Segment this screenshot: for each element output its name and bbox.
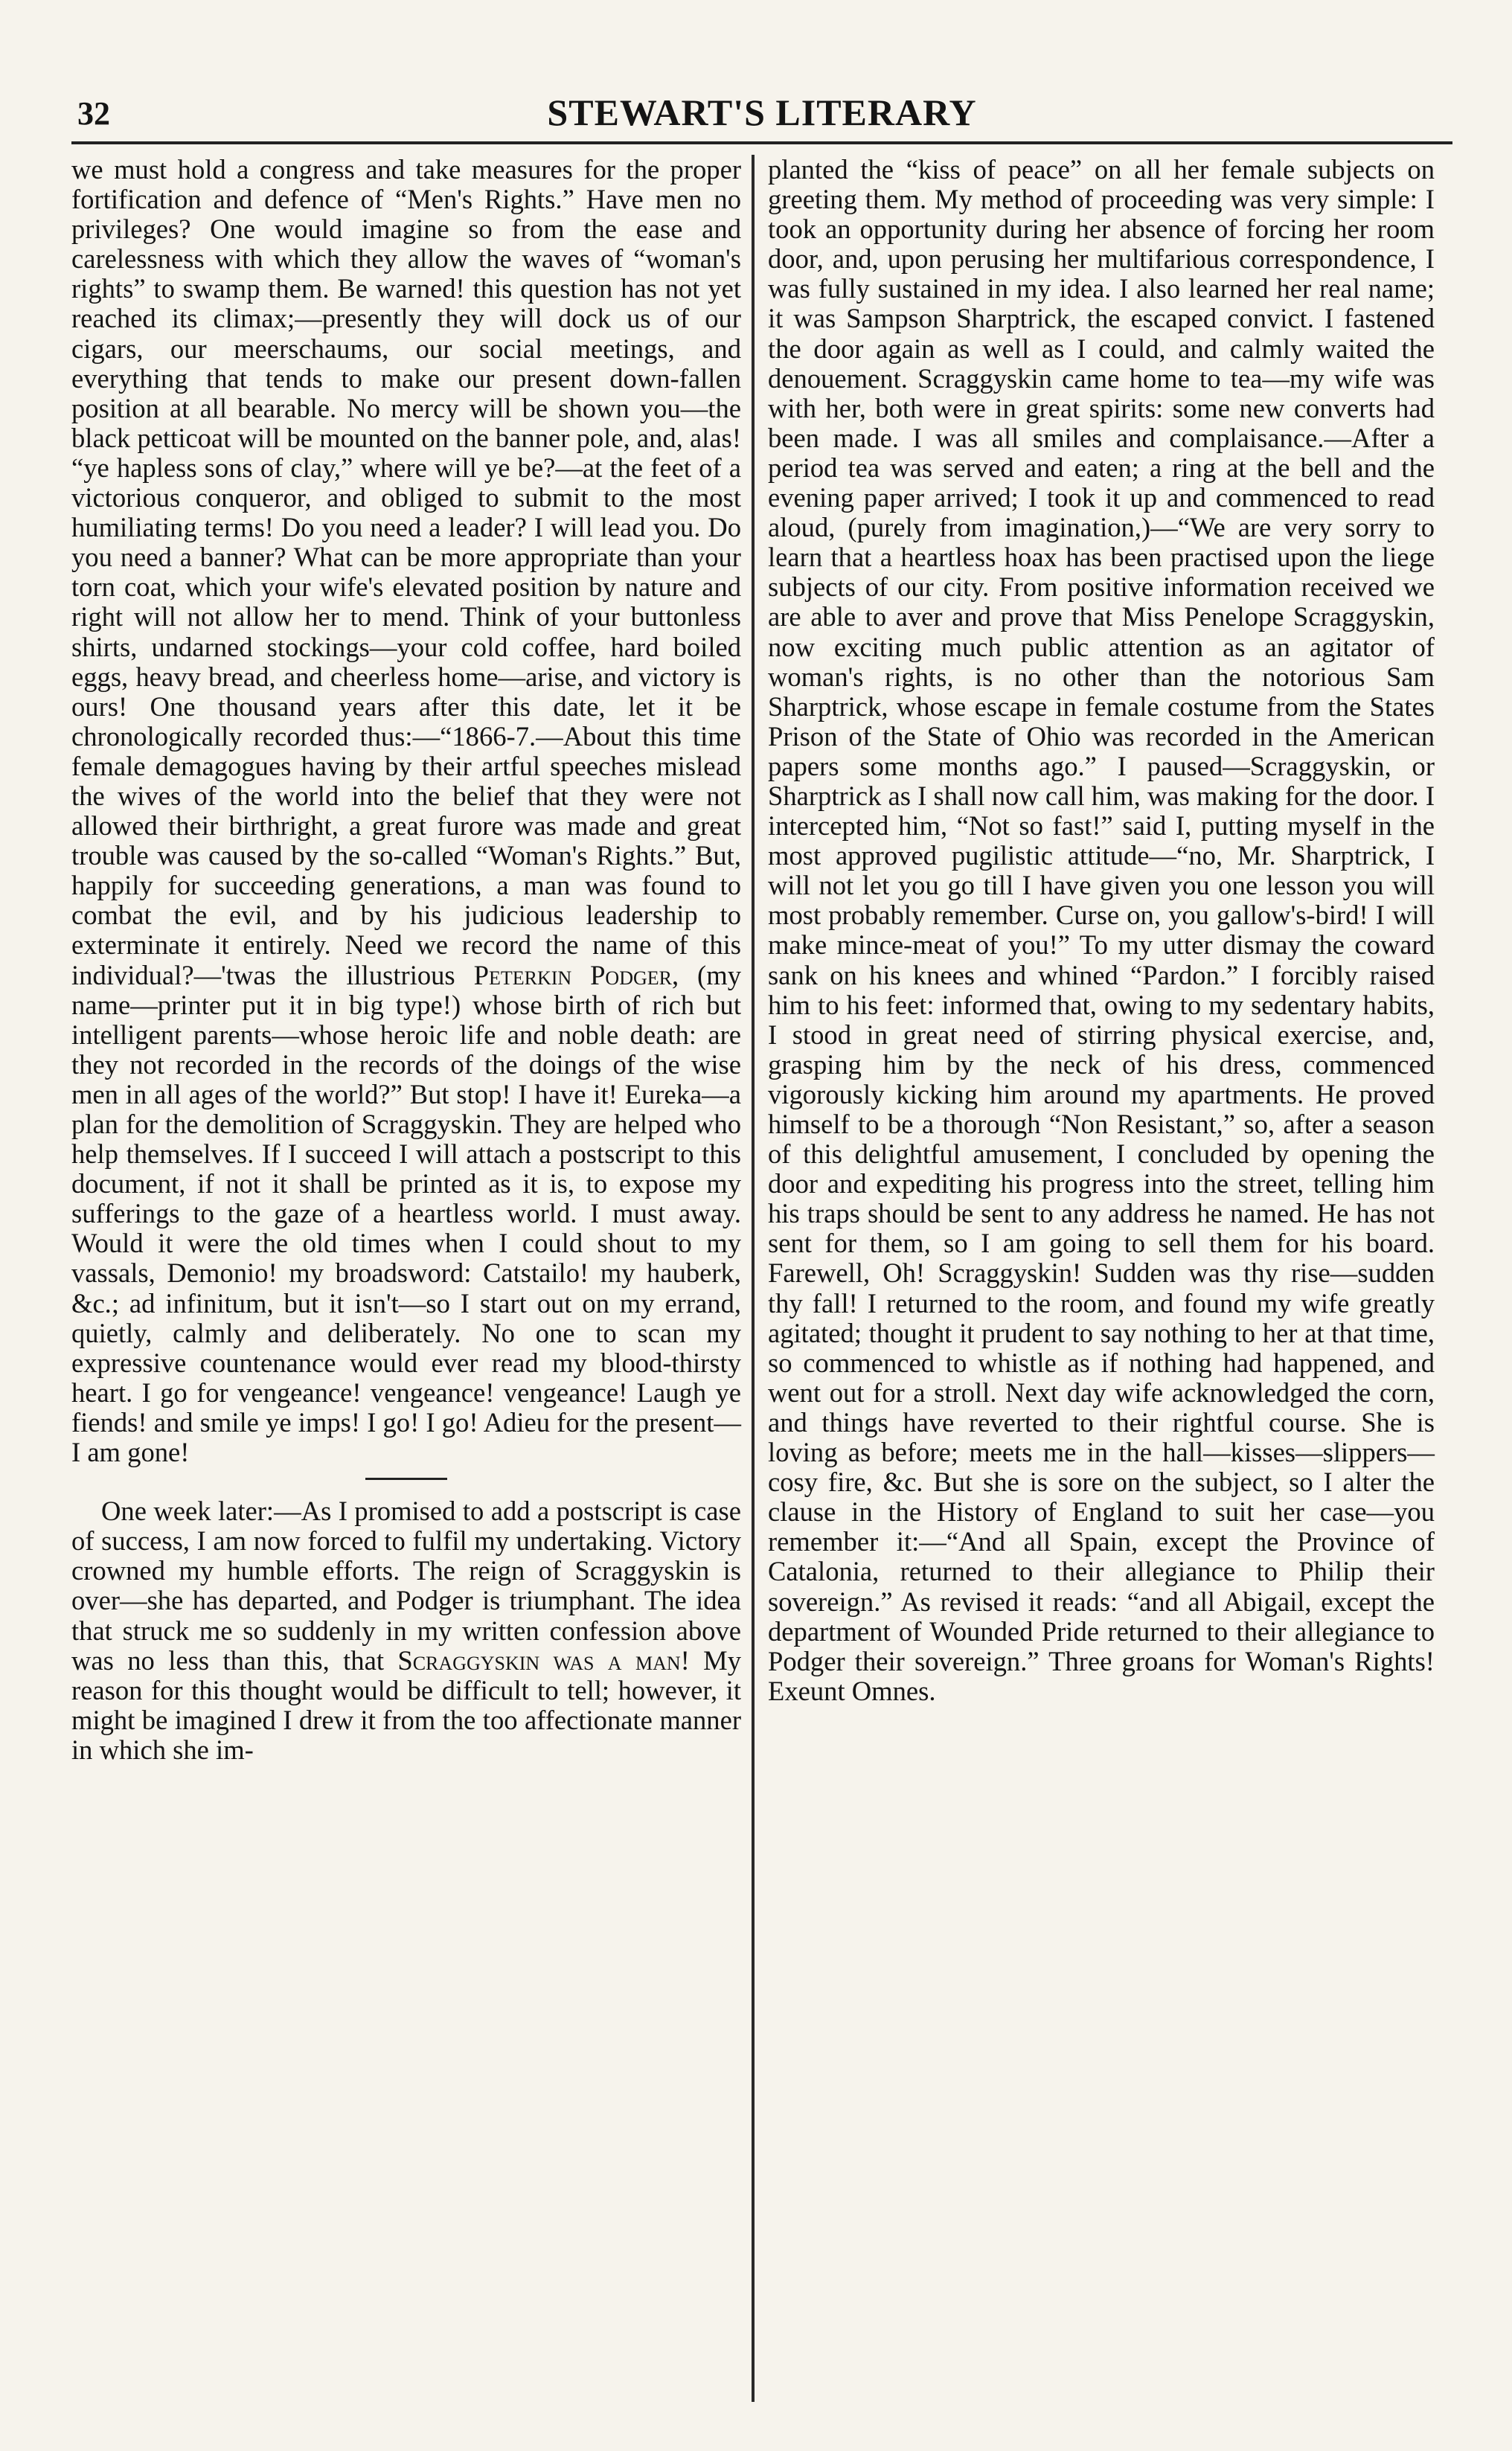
page-number: 32 xyxy=(77,95,110,132)
paragraph-manifesto xyxy=(71,155,741,1467)
right-column xyxy=(755,155,1435,2402)
running-title: STEWART'S LITERARY xyxy=(547,92,977,133)
manifesto-text-b: , (my name—printer put it in big type!) whose birth of rich but intelligent parents—whose heroic life and noble death: are they not recorded in the records of the doings of the wise men in all ages of the world?” But stop! I have it! Eureka—a plan for the demolition of Scraggyskin. They are helped who help themselves. If I succeed I will attach a postscript to this document, if not it shall be printed as it is, to expose my sufferings to the gaze of a heartless world. I must away. Would it were the old times when I could shout to my vassals, Demonio! my broadsword: Catstailo! my hauberk, &c.; ad infinitum, but it isn't—so I start out on my errand, quietly, calmly and deliberately. No one to scan my expressive countenance would ever read my blood-thirsty heart. I go for vengeance! vengeance! vengeance! Laugh ye fiends! and smile ye imps! I go! I go! Adieu for the present—I am gone! xyxy=(71,959,742,1468)
postscript-text-a: One week later:—As I promised to add a postscript is case of success, I am now forced to fulfil my undertaking. Victory crowned my humble efforts. The reign of Scraggyskin is over—she has departed, and Podger is triumphant. The idea that struck me so suddenly in my written confession above was no less than this, that xyxy=(71,1496,741,1676)
text-columns xyxy=(71,155,1452,2402)
page-header xyxy=(71,80,1452,144)
left-column xyxy=(71,155,752,2402)
revelation-phrase: Scraggyskin was a man xyxy=(397,1644,681,1676)
paragraph-continuation: planted the “kiss of peace” on all her female subjects on greeting them. My method of proceeding was very simple: I took an opportunity during her absence of forcing her room door, and, upon perusing her multifarious correspondence, I was fully sustained in my idea. I also learned her real name; it was Sampson Sharptrick, the escaped convict. I fastened the door again as well as I could, and calmly waited the denouement. Scraggyskin came home to tea—my wife was with her, both were in great spirits: some new converts had been made. I was all smiles and complaisance.—After a period tea was served and eaten; a ring at the bell and the evening paper arrived; I took it up and commenced to read aloud, (purely from imagination,)—“We are very sorry to learn that a heartless hoax has been practised upon the liege subjects of our city. From positive information received we are able to aver and prove that Miss Penelope Scraggyskin, now exciting much public attention as an agitator of woman's rights, is no other than the notorious Sam Sharptrick, whose escape in female costume from the States Prison of the State of Ohio was recorded in the American papers some months ago.” I paused—Scraggyskin, or Sharptrick as I shall now call him, was making for the door. I intercepted him, “Not so fast!” said I, putting myself in the most approved pugilistic attitude—“no, Mr. Sharptrick, I will not let you go till I have given you one lesson you will most probably remember. Curse on, you gallow's-bird! I will make mince-meat of you!” To my utter dismay the coward sank on his knees and whined “Pardon.” I forcibly raised him to his feet: informed that, owing to my sedentary habits, I stood in great need of stirring physical exercise, and, grasping him by the neck of his dress, commenced vigorously kicking him around my apartments. He proved himself to be a thorough “Non Resistant,” so, after a season of this delightful amusement, I concluded by opening the door and expediting his progress into the street, telling him his traps should be sent to any address he named. He has not sent for them, so I am going to sell them for his board. Farewell, Oh! Scraggyskin! Sudden was thy rise—sudden thy fall! I returned to the room, and found my wife greatly agitated; thought it prudent to say nothing to her at that time, so commenced to whistle as if nothing had happened, and went out for a stroll. Next day wife acknowledged the corn, and things have reverted to their rightful course. She is loving as before; meets me in the hall—kisses—slippers—cosy fire, &c. But she is sore on the subject, so I alter the clause in the History of England to suit her case—you remember it:—“And all Spain, except the Province of Catalonia, returned to their allegiance to Philip their sovereign.” As revised it reads: “and all Abigail, except the department of Wounded Pride returned to their allegiance to Podger their sovereign.” Three groans for Woman's Rights! Exeunt Omnes. xyxy=(768,154,1435,1706)
manifesto-text-a: we must hold a congress and take measures for the proper fortification and defence of “Men's Rights.” Have men no privileges? One would imagine so from the ease and carelessness with which they allow the waves of “woman's rights” to swamp them. Be warned! this question has not yet reached its climax;—presently they will dock us of our cigars, our meerschaums, our social meetings, and everything that tends to make our present down-fallen position at all bearable. No mercy will be shown you—the black petticoat will be mounted on the banner pole, and, alas! “ye hapless sons of clay,” where will ye be?—at the feet of a victorious conqueror, and obliged to submit to the most humiliating terms! Do you need a leader? I will lead you. Do you need a banner? What can be more appropriate than your torn coat, which your wife's elevated position by nature and right will not allow her to mend. Think of your buttonless shirts, undarned stockings—your cold coffee, hard boiled eggs, heavy bread, and cheerless home—arise, and victory is ours! One thousand years after this date, let it be chronologically recorded thus:—“1866-7.—About this time female demagogues having by their artful speeches mislead the wives of the world into the belief that they were not allowed their birthright, a great furore was made and great trouble was caused by the so-called “Woman's Rights.” But, happily for succeeding generations, a man was found to combat the evil, and by his judicious leadership to exterminate it entirely. Need we record the name of this individual?—'twas the illustrious xyxy=(71,154,741,990)
document-page xyxy=(71,80,1452,2402)
postscript-text-b: ! My reason for this thought would be difficult to tell; however, it might be imagined I drew it from the too affectionate manner in which she im- xyxy=(71,1644,741,1765)
paragraph-postscript xyxy=(71,1496,741,1765)
section-divider xyxy=(365,1478,447,1480)
author-name: Peterkin Podger xyxy=(473,959,672,990)
